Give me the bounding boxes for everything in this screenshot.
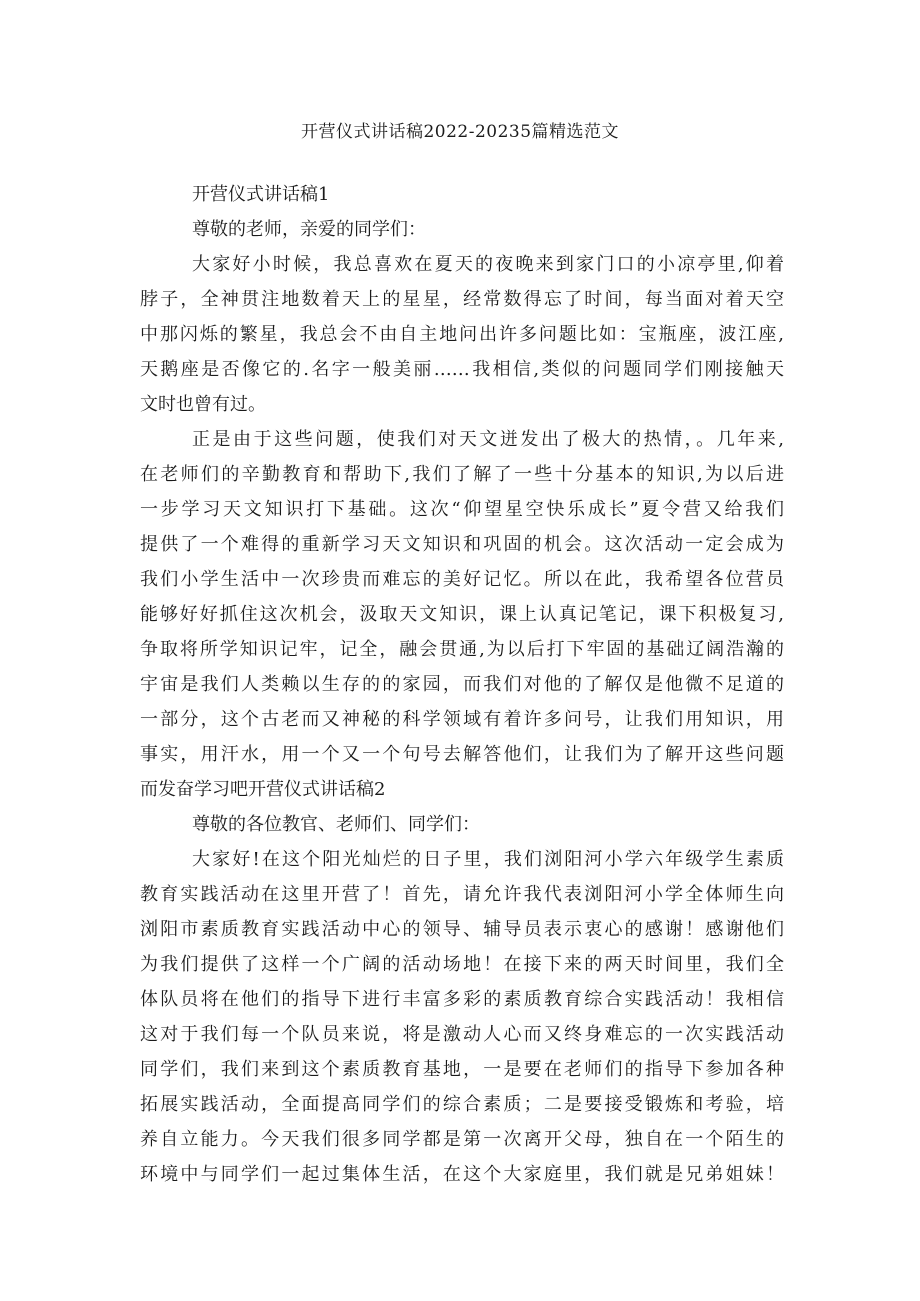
paragraph-line: 能够好好抓住这次机会，汲取天文知识，课上认真记笔记，课下积极复习, (140, 604, 784, 625)
paragraph-line: 这对于我们每一个队员来说，将是激动人心而又终身难忘的一次实践活动 (140, 1024, 784, 1045)
heading-speech-1: 开营仪式讲话稿1 (192, 184, 330, 205)
paragraph-line: 而发奋学习吧开营仪式讲话稿2 (140, 779, 386, 800)
paragraph-line: 体队员将在他们的指导下进行丰富多彩的素质教育综合实践活动！我相信 (140, 989, 784, 1010)
paragraph-line: 大家好!在这个阳光灿烂的日子里，我们浏阳河小学六年级学生素质 (192, 849, 784, 870)
paragraph-line: 一部分，这个古老而又神秘的科学领域有着许多问号，让我们用知识，用 (140, 709, 784, 730)
paragraph-line: 天鹅座是否像它的.名字一般美丽……我相信,类似的问题同学们刚接触天 (140, 359, 784, 380)
paragraph-line: 事实，用汗水，用一个又一个句号去解答他们，让我们为了解开这些问题 (140, 744, 784, 765)
paragraph-line: 为我们提供了这样一个广阔的活动场地！在接下来的两天时间里，我们全 (140, 954, 784, 975)
document-title: 开营仪式讲话稿2022-20235篇精选范文 (300, 122, 620, 142)
paragraph-line: 宇宙是我们人类赖以生存的的家园，而我们对他的了解仅是他微不足道的 (140, 674, 784, 695)
paragraph-line: 争取将所学知识记牢，记全，融会贯通,为以后打下牢固的基础辽阔浩瀚的 (140, 639, 784, 660)
paragraph-line: 脖子，全神贯注地数着天上的星星，经常数得忘了时间，每当面对着天空 (140, 289, 784, 310)
paragraph-line: 拓展实践活动，全面提高同学们的综合素质；二是要接受锻炼和考验，培 (140, 1094, 784, 1115)
paragraph-line: 提供了一个难得的重新学习天文知识和巩固的机会。这次活动一定会成为 (140, 534, 784, 555)
paragraph-line: 我们小学生活中一次珍贵而难忘的美好记忆。所以在此，我希望各位营员 (140, 569, 784, 590)
salutation-2: 尊敬的各位教官、老师们、同学们： (192, 814, 480, 835)
paragraph-line: 同学们，我们来到这个素质教育基地，一是要在老师们的指导下参加各种 (140, 1059, 784, 1080)
paragraph-line: 在老师们的辛勤教育和帮助下,我们了解了一些十分基本的知识,为以后进 (140, 464, 784, 485)
paragraph-line: 一步学习天文知识打下基础。这次“仰望星空快乐成长”夏令营又给我们 (140, 499, 784, 520)
paragraph-line: 大家好小时候，我总喜欢在夏天的夜晚来到家门口的小凉亭里,仰着 (192, 254, 784, 275)
paragraph-line: 浏阳市素质教育实践活动中心的领导、辅导员表示衷心的感谢！感谢他们 (140, 919, 784, 940)
salutation: 尊敬的老师，亲爱的同学们： (192, 219, 426, 240)
paragraph-line: 养自立能力。今天我们很多同学都是第一次离开父母，独自在一个陌生的 (140, 1129, 784, 1150)
paragraph-line: 环境中与同学们一起过集体生活，在这个大家庭里，我们就是兄弟姐妹！ (140, 1164, 784, 1185)
paragraph-line: 文时也曾有过。 (140, 394, 266, 415)
paragraph-line: 中那闪烁的繁星，我总会不由自主地问出许多问题比如：宝瓶座，波江座, (140, 324, 784, 345)
paragraph-line: 正是由于这些问题，使我们对天文迸发出了极大的热情，。几年来, (192, 429, 784, 450)
paragraph-line: 教育实践活动在这里开营了！首先，请允许我代表浏阳河小学全体师生向 (140, 884, 784, 905)
